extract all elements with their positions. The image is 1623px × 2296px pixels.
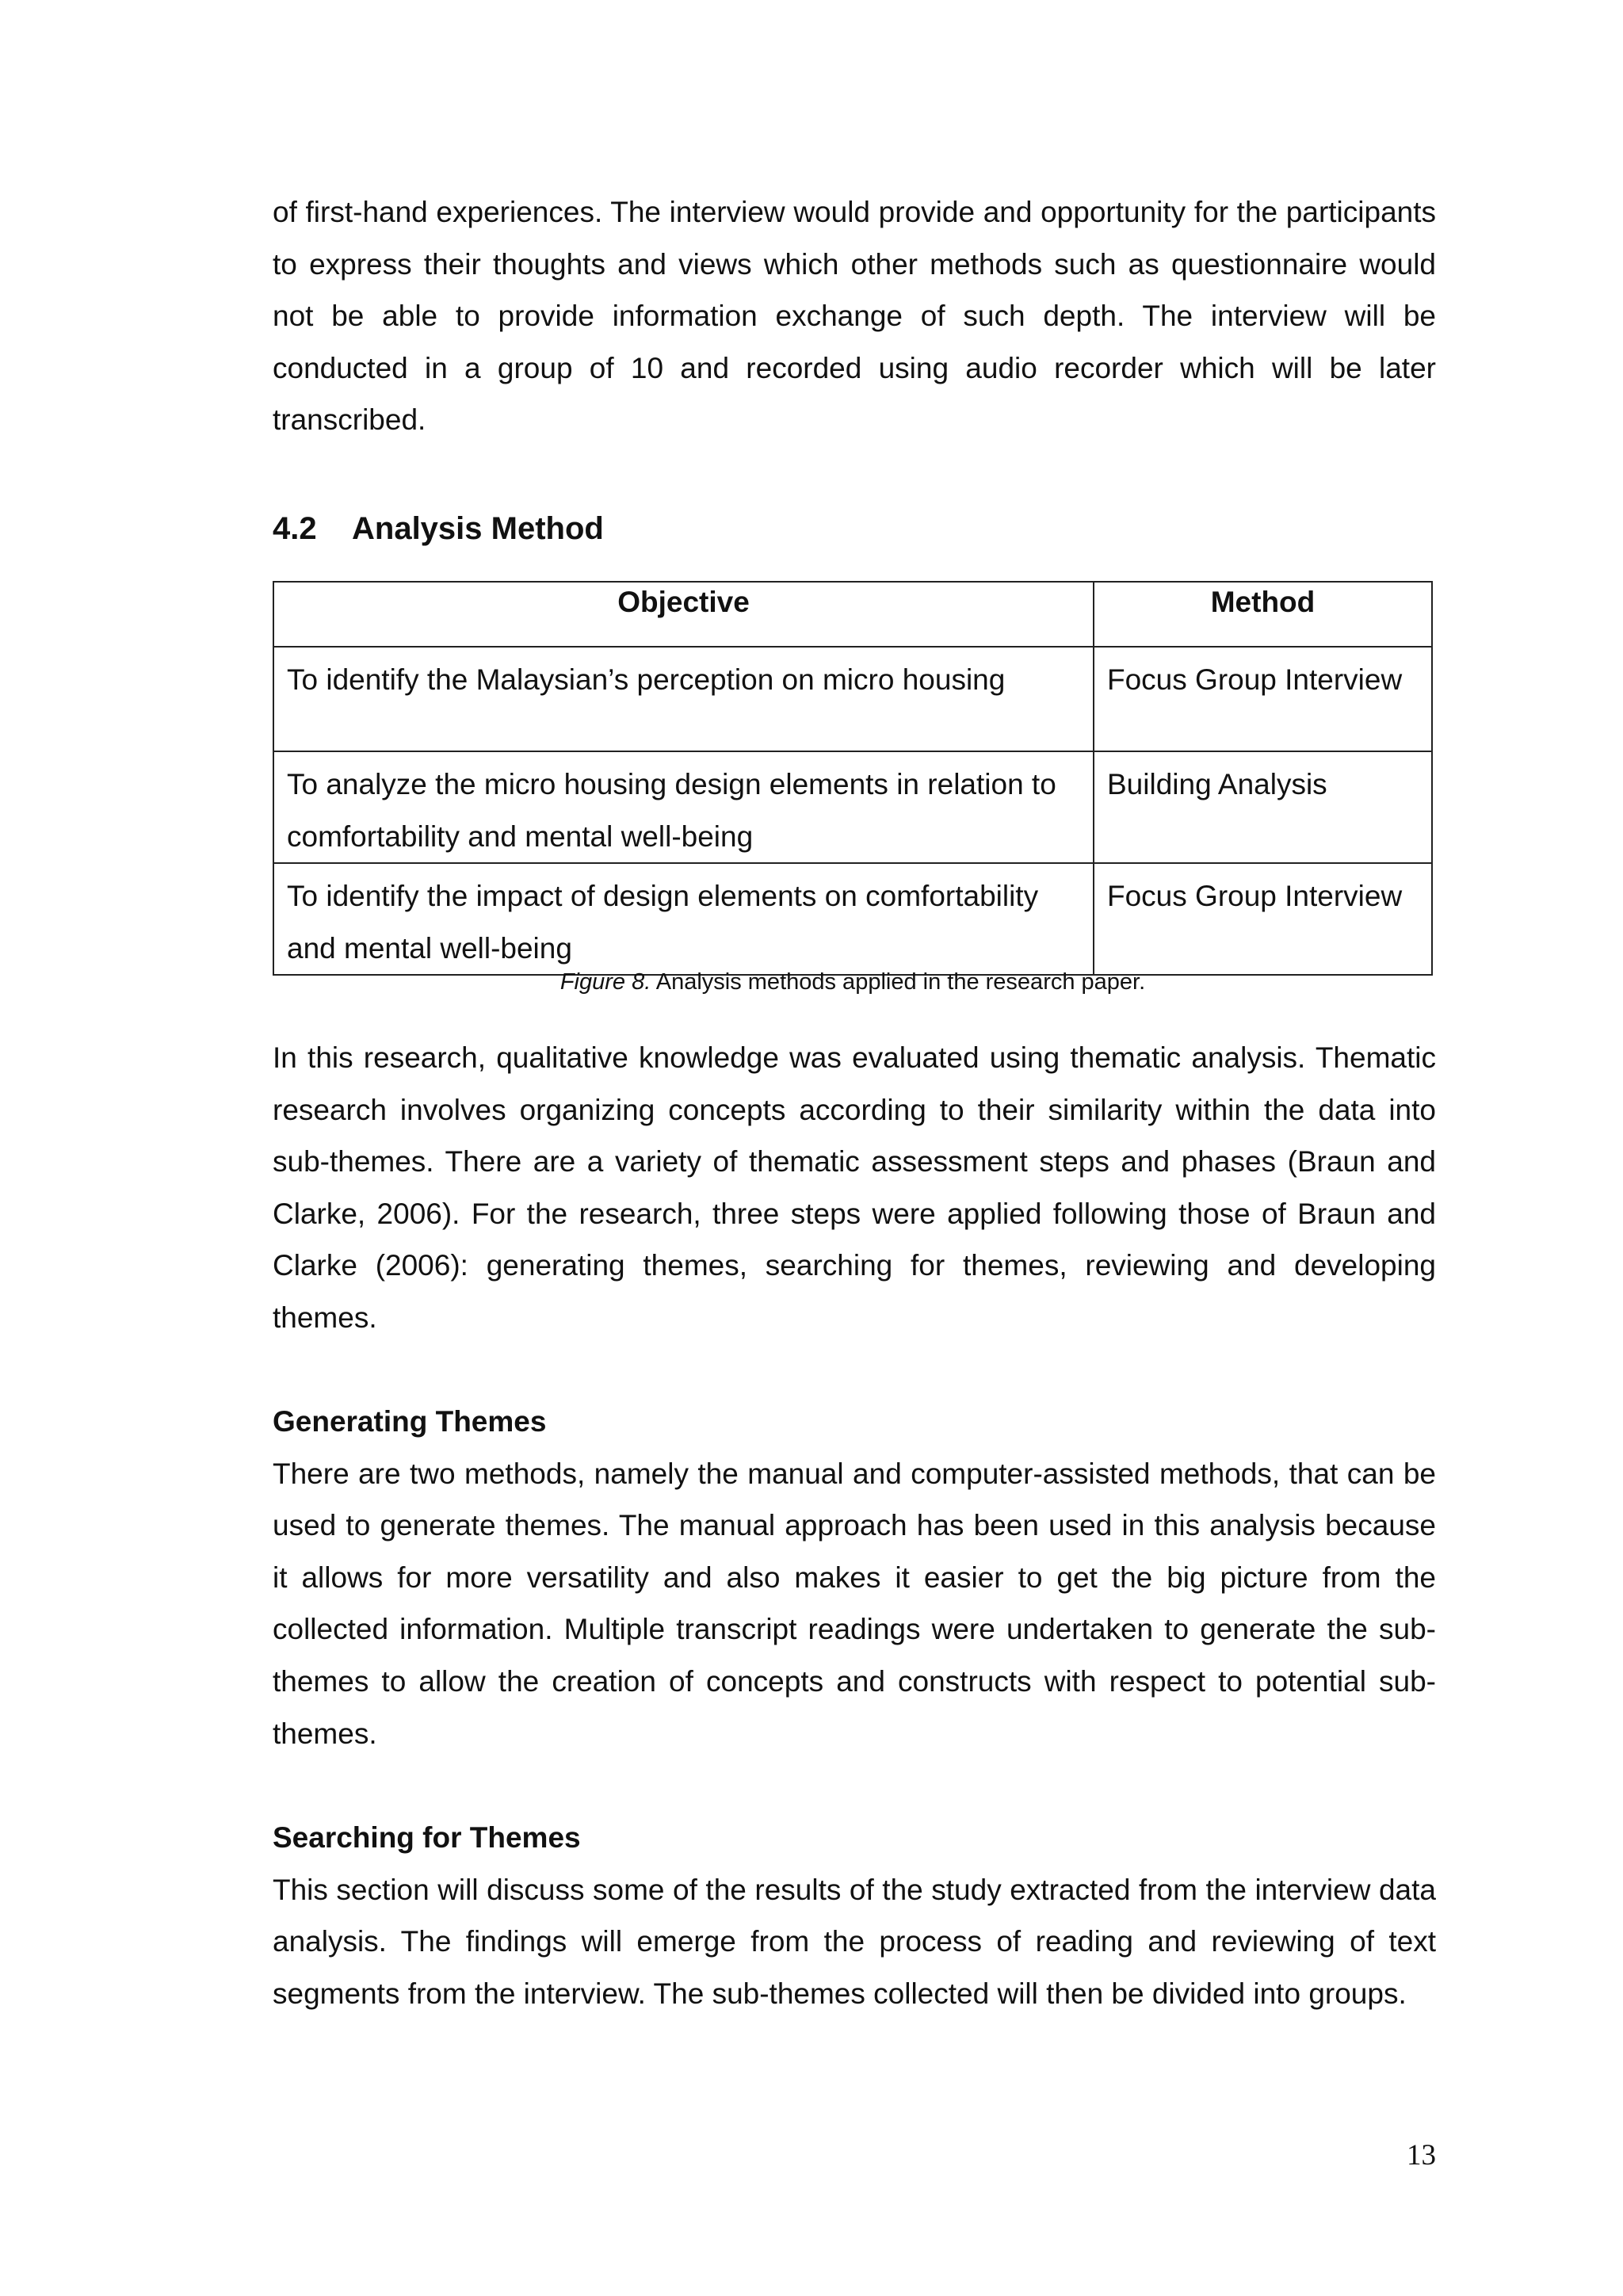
analysis-paragraph: In this research, qualitative knowledge was evaluated using thematic analysis. Thematic research involves organizing concepts according to their similarity within the data into sub-themes. There are a variety of thematic assessment steps and phases (Braun and Clarke, 2006). For the research, three steps were applied following those of Braun and Clarke (2006): generating themes, searching for themes, reviewing and developing themes.: [273, 1041, 1436, 1334]
generating-themes-paragraph: There are two methods, namely the manual and computer-assisted methods, that can be used to generate themes. The manual approach has been used in this analysis because it allows for more versatility and also makes it easier to get the big picture from the collected information. Multiple transcript readings were undertaken to generate the sub-themes to allow the creation of concepts and constructs with respect to potential sub-themes.: [273, 1457, 1436, 1750]
analysis-methods-table: [273, 581, 1433, 976]
section-number: 4.2: [273, 511, 317, 546]
intro-block: [273, 186, 1436, 446]
generating-themes-heading: Generating Themes: [273, 1405, 547, 1438]
searching-themes-block: [273, 1812, 1436, 2019]
table-row: [273, 751, 1432, 863]
table-row: [273, 647, 1432, 751]
figure-label: Figure 8.: [559, 969, 651, 995]
header-objective: Objective: [273, 582, 1094, 647]
intro-paragraph: of first-hand experiences. The interview would provide and opportunity for the participants to express their thoughts and views which other methods such as questionnaire would not be able to provide information exchange of such depth. The interview will be conducted in a group of 10 and recorded using audio recorder which will be later transcribed.: [273, 196, 1436, 437]
objective-cell: To identify the Malaysian’s perception on micro housing: [273, 647, 1094, 751]
figure-caption-text: Analysis methods applied in the research paper.: [655, 969, 1146, 995]
objective-cell: To analyze the micro housing design elements in relation to comfortability and mental well-being: [273, 751, 1094, 863]
generating-themes-block: [273, 1396, 1436, 1759]
method-cell: Focus Group Interview: [1094, 863, 1432, 975]
objective-cell: To identify the impact of design elements on comfortability and mental well-being: [273, 863, 1094, 975]
header-method: Method: [1094, 582, 1432, 647]
table-row: [273, 863, 1432, 975]
method-cell: Building Analysis: [1094, 751, 1432, 863]
figure-caption: [273, 968, 1433, 995]
table-header-row: [273, 582, 1432, 647]
searching-themes-heading: Searching for Themes: [273, 1821, 581, 1854]
analysis-block: [273, 1032, 1436, 1344]
page-number: 13: [1407, 2139, 1436, 2172]
method-cell: Focus Group Interview: [1094, 647, 1432, 751]
section-title: Analysis Method: [352, 511, 604, 546]
searching-themes-paragraph: This section will discuss some of the results of the study extracted from the interview data analysis. The findings will emerge from the process of reading and reviewing of text segments from the interview. The sub-themes collected will then be divided into groups.: [273, 1873, 1436, 2010]
section-heading: [273, 510, 1436, 548]
